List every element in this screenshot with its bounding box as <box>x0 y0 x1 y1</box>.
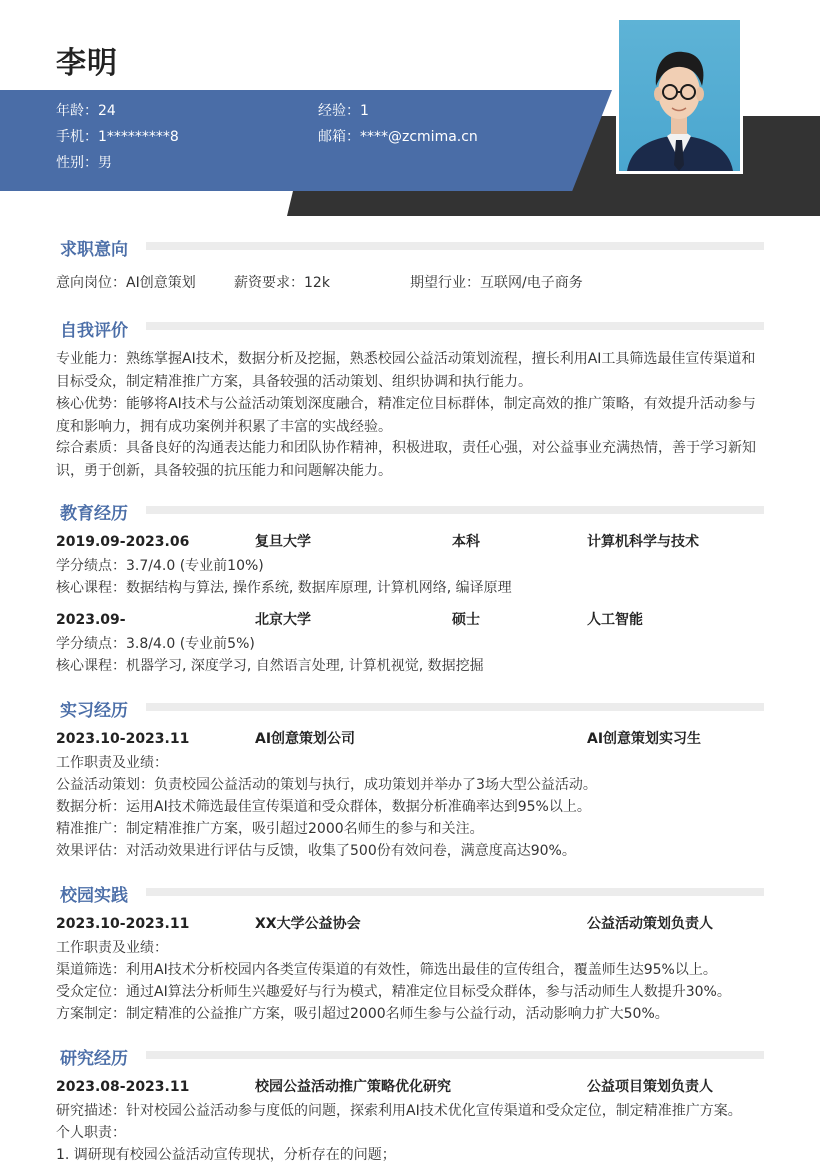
section-divider <box>146 888 764 896</box>
profile-photo <box>616 17 743 174</box>
section-title-internship: 实习经历 <box>60 701 128 721</box>
internship-line: 效果评估：对活动效果进行评估与反馈，收集了500份有效问卷，满意度高达90%。 <box>56 843 576 859</box>
internship-period: 2023.10-2023.11 <box>56 731 190 747</box>
edu-major: 计算机科学与技术 <box>587 534 699 550</box>
internship-role: AI创意策划实习生 <box>587 731 702 747</box>
edu-period: 2023.09- <box>56 612 126 628</box>
intent-position: 意向岗位：AI创意策划 <box>56 275 196 291</box>
section-divider <box>146 703 764 711</box>
self-eval-paragraph: 核心优势：能够将AI技术与公益活动策划深度融合，精准定位目标群体，制定高效的推广策略，有效提升活动参与度和影响力，拥有成功案例并积累了丰富的实战经验。 <box>56 396 756 435</box>
internship-line: 精准推广：制定精准推广方案，吸引超过2000名师生的参与和关注。 <box>56 821 484 837</box>
campus-line: 方案制定：制定精准的公益推广方案，吸引超过2000名师生参与公益行动，活动影响力扩大50%。 <box>56 1006 669 1022</box>
self-eval-paragraph: 综合素质：具备良好的沟通表达能力和团队协作精神，积极进取，责任心强，对公益事业充满热情，善于学习新知识，勇于创新，具备较强的抗压能力和问题解决能力。 <box>56 440 756 479</box>
edu-period: 2019.09-2023.06 <box>56 534 190 550</box>
edu-school: 北京大学 <box>255 612 311 628</box>
internship-company: AI创意策划公司 <box>255 731 356 747</box>
edu-gpa: 学分绩点：3.7/4.0 (专业前10%) <box>56 558 264 574</box>
section-divider <box>146 506 764 514</box>
email-info: 邮箱：****@zcmima.cn <box>318 129 478 145</box>
candidate-name: 李明 <box>56 46 118 81</box>
avatar-illustration <box>619 20 740 171</box>
campus-line: 受众定位：通过AI算法分析师生兴趣爱好与行为模式，精准定位目标受众群体，参与活动师生人数提升30%。 <box>56 984 731 1000</box>
section-title-self-eval: 自我评价 <box>60 321 128 341</box>
gender-info: 性别：男 <box>56 155 112 171</box>
self-eval-paragraph: 专业能力：熟练掌握AI技术，数据分析及挖掘，熟悉校园公益活动策划流程，擅长利用AI工具筛选最佳宣传渠道和目标受众，制定精准推广方案，具备较强的活动策划、组织协调和执行能力。 <box>56 351 756 390</box>
age-info: 年龄：24 <box>56 103 116 119</box>
section-title-campus: 校园实践 <box>60 886 128 906</box>
edu-degree: 硕士 <box>452 612 480 628</box>
edu-major: 人工智能 <box>587 612 643 628</box>
campus-period: 2023.10-2023.11 <box>56 916 190 932</box>
research-line: 研究描述：针对校园公益活动参与度低的问题，探索利用AI技术优化宣传渠道和受众定位，制定精准推广方案。 <box>56 1103 742 1119</box>
research-line: 个人职责： <box>56 1125 126 1141</box>
section-title-research: 研究经历 <box>60 1049 128 1069</box>
internship-line: 数据分析：运用AI技术筛选最佳宣传渠道和受众群体，数据分析准确率达到95%以上。 <box>56 799 591 815</box>
research-line: 1. 调研现有校园公益活动宣传现状，分析存在的问题； <box>56 1147 396 1163</box>
research-role: 公益项目策划负责人 <box>587 1079 713 1095</box>
experience-info: 经验：1 <box>318 103 369 119</box>
section-title-education: 教育经历 <box>60 504 128 524</box>
campus-role: 公益活动策划负责人 <box>587 916 713 932</box>
phone-info: 手机：1*********8 <box>56 129 179 145</box>
campus-line: 渠道筛选：利用AI技术分析校园内各类宣传渠道的有效性，筛选出最佳的宣传组合，覆盖师生达95%以上。 <box>56 962 717 978</box>
section-title-intent: 求职意向 <box>60 240 128 260</box>
intent-industry: 期望行业：互联网/电子商务 <box>410 275 583 291</box>
section-divider <box>146 242 764 250</box>
edu-school: 复旦大学 <box>255 534 311 550</box>
section-divider <box>146 322 764 330</box>
section-divider <box>146 1051 764 1059</box>
edu-courses: 核心课程：数据结构与算法, 操作系统, 数据库原理, 计算机网络, 编译原理 <box>56 580 512 596</box>
internship-line: 公益活动策划：负责校园公益活动的策划与执行，成功策划并举办了3场大型公益活动。 <box>56 777 597 793</box>
edu-gpa: 学分绩点：3.8/4.0 (专业前5%) <box>56 636 255 652</box>
internship-line: 工作职责及业绩： <box>56 755 168 771</box>
research-project: 校园公益活动推广策略优化研究 <box>255 1079 451 1095</box>
campus-org: XX大学公益协会 <box>255 916 361 932</box>
edu-courses: 核心课程：机器学习, 深度学习, 自然语言处理, 计算机视觉, 数据挖掘 <box>56 658 484 674</box>
campus-line: 工作职责及业绩： <box>56 940 168 956</box>
intent-salary: 薪资要求：12k <box>234 275 330 291</box>
edu-degree: 本科 <box>452 534 480 550</box>
research-period: 2023.08-2023.11 <box>56 1079 190 1095</box>
